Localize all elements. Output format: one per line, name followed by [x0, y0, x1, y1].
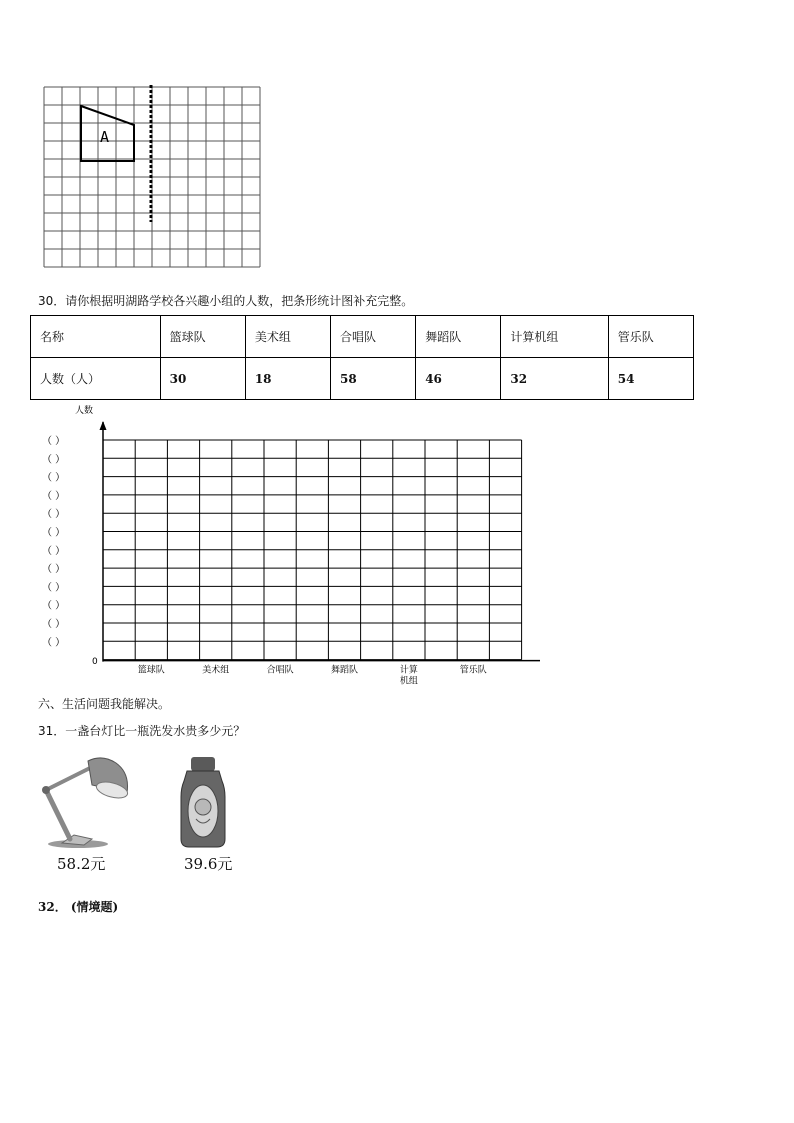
table-cell: 46 [416, 358, 501, 400]
q30-title: 30．请你根据明湖路学校各兴趣小组的人数，把条形统计图补充完整。 [38, 294, 414, 308]
y-tick-label: （ ） [42, 472, 66, 484]
shape-a-label: A [100, 128, 110, 146]
table-row [31, 358, 694, 400]
chart-y-ticks [42, 435, 65, 648]
table-cell: 计算机组 [501, 316, 608, 358]
shampoo-bottle-icon [178, 755, 228, 850]
table-cell: 管乐队 [608, 316, 693, 358]
y-tick-label: （ ） [42, 490, 66, 502]
y-tick-label: （ ） [42, 545, 66, 557]
y-tick-label: （ ） [42, 436, 66, 447]
table-cell: 30 [160, 358, 245, 400]
chart-x-labels [138, 664, 487, 687]
table-header-label: 名称 [31, 316, 161, 358]
x-category-label: 计算机组 [399, 665, 418, 687]
x-category-label: 管乐队 [459, 665, 487, 676]
table-cell: 58 [331, 358, 416, 400]
lamp-price: 58.2元 [57, 855, 106, 873]
grid-figure [40, 85, 262, 277]
table-cell: 舞蹈队 [416, 316, 501, 358]
table-cell: 合唱队 [331, 316, 416, 358]
x-category-label: 美术组 [202, 665, 230, 676]
section-title: 六、生活问题我能解决。 [38, 697, 171, 711]
chart-origin-label: 0 [92, 657, 98, 667]
bar-chart [30, 400, 550, 692]
chart-grid [100, 421, 541, 662]
y-tick-label: （ ） [42, 619, 66, 630]
x-category-label: 篮球队 [137, 665, 165, 676]
shampoo-price: 39.6元 [184, 855, 233, 873]
table-cell: 美术组 [245, 316, 330, 358]
q32-title: 32． (情境题) [38, 900, 119, 914]
y-tick-label: （ ） [42, 527, 66, 539]
group-table [30, 315, 694, 400]
table-cell: 篮球队 [160, 316, 245, 358]
y-tick-label: （ ） [42, 582, 66, 594]
chart-y-axis-label: 人数 [75, 406, 94, 416]
y-tick-label: （ ） [42, 509, 66, 521]
table-row [31, 316, 694, 358]
desk-lamp-icon [40, 755, 135, 850]
table-value-label: 人数（人） [31, 358, 161, 400]
y-tick-label: （ ） [42, 637, 66, 649]
y-tick-label: （ ） [42, 454, 66, 466]
table-cell: 18 [245, 358, 330, 400]
y-tick-label: （ ） [42, 600, 66, 612]
table-cell: 32 [501, 358, 608, 400]
table-cell: 54 [608, 358, 693, 400]
y-tick-label: （ ） [42, 564, 66, 576]
q31-title: 31．一盏台灯比一瓶洗发水贵多少元？ [38, 724, 246, 738]
x-category-label: 舞蹈队 [330, 665, 359, 676]
x-category-label: 合唱队 [266, 665, 294, 676]
